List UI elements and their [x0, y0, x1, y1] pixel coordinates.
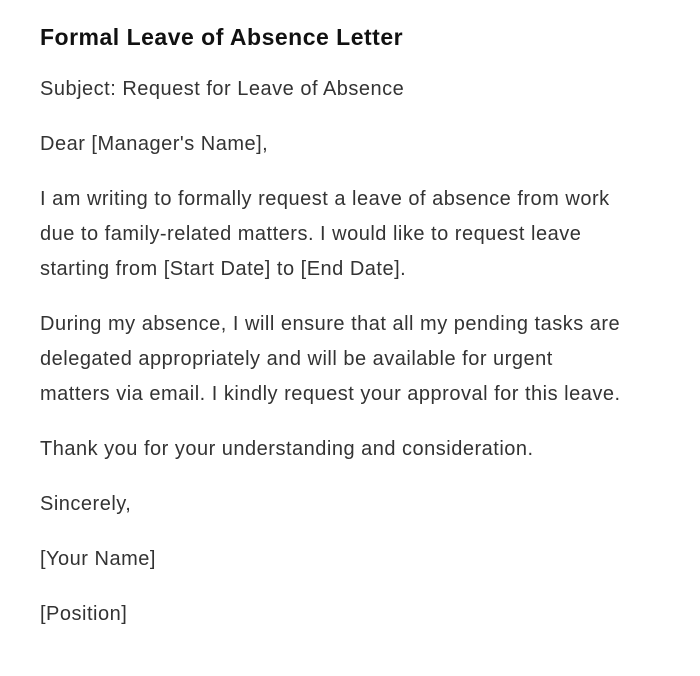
body-paragraph-1: I am writing to formally request a leave of absence from work due to family-related matters. I would like to request leave starting from [Start Date] to [End Date].: [40, 188, 610, 280]
salutation: Dear [Manager's Name],: [40, 133, 269, 155]
body-paragraph-3: Thank you for your understanding and consideration.: [40, 438, 534, 460]
signature-position: [Position]: [40, 603, 128, 625]
closing: Sincerely,: [40, 493, 132, 515]
subject-line: Subject: Request for Leave of Absence: [40, 78, 405, 100]
body-paragraph-2: During my absence, I will ensure that all my pending tasks are delegated appropriately and will be available for urgent matters via email. I kindly request your approval for this leave.: [40, 313, 621, 405]
signature-name: [Your Name]: [40, 548, 156, 570]
page-title: Formal Leave of Absence Letter: [40, 24, 404, 50]
